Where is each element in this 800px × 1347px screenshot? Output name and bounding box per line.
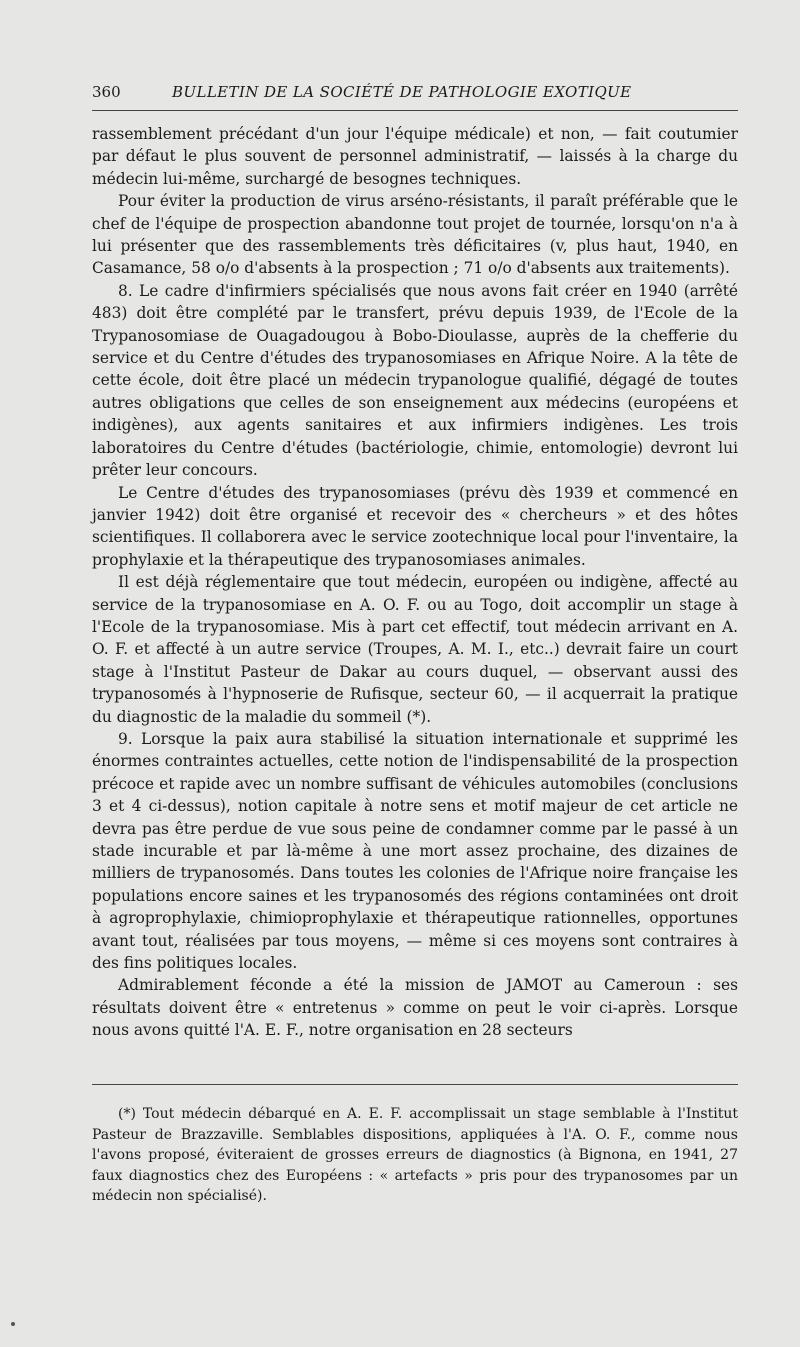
paragraph: Admirablement féconde a été la mission de JAMOT au Cameroun : ses résultats doivent être « entretenus » comme on peut le voir ci-après. Lorsque nous avons quitté l'A. E. F., notre organisation en 28 secteurs — [92, 976, 738, 1040]
margin-mark — [11, 1322, 15, 1326]
paragraph: Il est déjà réglementaire que tout médecin, européen ou indigène, affecté au service de la trypanosomiase en A. O. F. ou au Togo, doit accomplir un stage à l'Ecole de la trypanosomiase. Mis à part cet effectif, tout médecin arrivant en A. O. F. et affecté à un autre service (Troupes, A. M. I., etc..) devrait faire un court stage à l'Institut Pasteur de Dakar au cours duquel, — observant aussi des trypanosomés à l'hypnoserie de Rufisque, secteur 60, — il acquerrait la pratique du diagnostic de la maladie du sommeil (*). — [92, 573, 738, 726]
paragraph: 8. Le cadre d'infirmiers spécialisés que nous avons fait créer en 1940 (arrêté 483) doit être complété par le transfert, prévu depuis 1939, de l'Ecole de la Trypanosomiase de Ouagadougou à Bobo-Dioulasse, auprès de la chefferie du service et du Centre d'études des trypanosomiases en Afrique Noire. A la tête de cette école, doit être placé un médecin trypanologue qualifié, dégagé de toutes autres obligations que celles de son enseignement aux médecins (européens et indigènes), aux agents sanitaires et aux infirmiers indigènes. Les trois laboratoires du Centre d'études (bactériologie, chimie, entomologie) devront lui prêter leur concours. — [92, 281, 738, 480]
body-text — [92, 123, 738, 1042]
paragraph: Le Centre d'études des trypanosomiases (prévu dès 1939 et commencé en janvier 1942) doit être organisé et recevoir des « chercheurs » et des hôtes scientifiques. Il collaborera avec le service zootechnique local pour l'inventaire, la prophylaxie et la thérapeutique des trypanosomiases animales. — [92, 483, 738, 569]
paragraph: rassemblement précédant d'un jour l'équipe médicale) et non, — fait coutumier par défaut le plus souvent de personnel administratif, — laissés à la charge du médecin lui-même, surchargé de besognes techniques. — [92, 125, 738, 188]
running-title: BULLETIN DE LA SOCIÉTÉ DE PATHOLOGIE EXOTIQUE — [172, 83, 632, 101]
footnote-rule — [92, 1084, 738, 1085]
paragraph: 9. Lorsque la paix aura stabilisé la situation internationale et supprimé les énormes contraintes actuelles, cette notion de l'indispensabilité de la prospection précoce et rapide avec un nombre suffisant de véhicules automobiles (conclusions 3 et 4 ci-dessus), notion capitale à notre sens et motif majeur de cet article ne devra pas être perdue de vue sous peine de condamner comme par le passé à un stade incurable et par là-même à une mort assez prochaine, des dizaines de milliers de trypanosomés. Dans toutes les colonies de l'Afrique noire française les populations encore saines et les trypanosomés des régions contaminées ont droit à agroprophylaxie, chimioprophylaxie et thérapeutique rationnelles, opportunes avant tout, réalisées par tous moyens, — même si ces moyens sont contraires à des fins politiques locales. — [92, 729, 738, 973]
footnote — [92, 1104, 738, 1207]
page-number: 360 — [92, 83, 121, 101]
footnote-text: (*) Tout médecin débarqué en A. E. F. accomplissait un stage semblable à l'Institut Pasteur de Brazzaville. Semblables dispositions, appliquées à l'A. O. F., comme nous l'avons proposé, éviteraient de grosses erreurs de diagnostics (à Bignona, en 1941, 27 faux diagnostics chez des Européens : « artefacts » pris pour des trypanosomes par un médecin non spécialisé). — [92, 1106, 738, 1204]
paragraph: Pour éviter la production de virus arséno-résistants, il paraît préférable que le chef de l'équipe de prospection abandonne tout projet de tournée, lorsqu'on n'a à lui présenter que des rassemblements très déficitaires (v, plus haut, 1940, en Casamance, 58 o/o d'absents à la prospection ; 71 o/o d'absents aux traitements). — [92, 192, 738, 278]
header-rule — [92, 110, 738, 111]
